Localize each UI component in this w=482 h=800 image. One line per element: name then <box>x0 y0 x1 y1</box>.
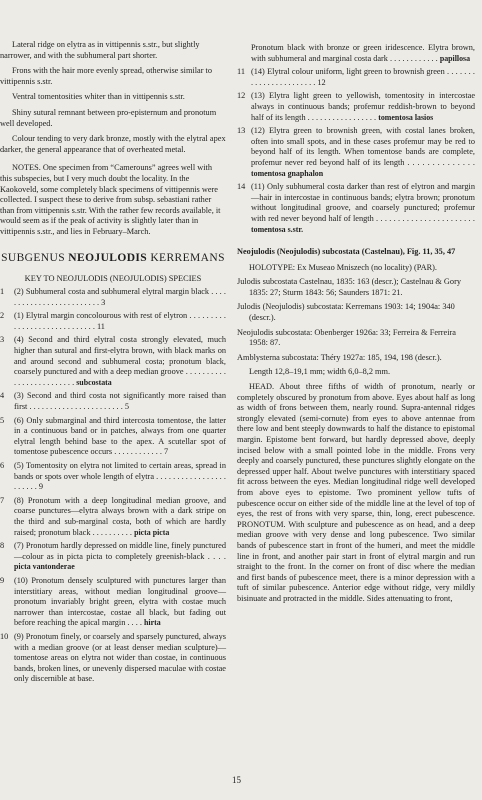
couplet-text <box>14 541 226 573</box>
couplet-number: 4 <box>0 391 5 401</box>
couplet-body: (7) Pronotum hardly depressed on middle line, finely punctured—colour as in picta picta to completely greenish-black . . . . <box>14 541 226 561</box>
reference: Neojulodis subcostata: Obenberger 1926a: 33; Ferreira & Ferreira 1958: 87. <box>237 327 456 348</box>
couplet-text <box>251 43 475 64</box>
couplet-text <box>14 496 226 538</box>
couplet-body: (8) Pronotum with a deep longitudinal median groove, and coarse punctures—elytra always brown with a dark stripe on the third and sub-marginal costa, both of which are hardly raised; pronotum black . . . . . . . . . . <box>14 495 226 537</box>
key-couplet <box>0 461 226 493</box>
key-couplet <box>0 496 226 538</box>
key-couplet <box>0 541 226 573</box>
taxon-name: hirta <box>144 618 161 628</box>
subgenus-name: NEOJULODIS <box>68 251 148 264</box>
taxon-name: tomentosa lasios <box>378 112 434 122</box>
couplet-body: (5) Tomentosity on elytra not limited to certain areas, spread in bands or spots over whole length of elytra . . . . . . . . . . . . . . . . . . . . . . . 9 <box>14 461 226 492</box>
couplet-text <box>14 311 226 332</box>
couplet-text <box>251 126 475 179</box>
key-couplet <box>237 67 475 88</box>
right-column <box>237 0 475 605</box>
couplet-body: (10) Pronotum densely sculptured with punctures larger than interstitiary areas, without median longitudinal groove—pronotum invariably bright green, elytra with costae much narrower than intercostae, costae all black, but fading out before reaching the apical margin . . . . <box>14 575 226 628</box>
couplet-number: 5 <box>0 415 5 425</box>
taxon-name: picta vantonderae <box>14 562 75 572</box>
couplet-text <box>14 576 226 629</box>
reference: Amblysterna subcostata: Théry 1927a: 185, 194, 198 (descr.). <box>237 352 442 362</box>
left-column <box>0 0 226 685</box>
couplet-text <box>14 416 226 458</box>
couplet-number: 14 <box>237 182 246 192</box>
couplet-body: (4) Second and third elytral costa strongly elevated, much higher than sutural and first-elytra brown, with black marks on and around second and subhumeral costa; pronotum black, coarsely punctured and with a deep median groove . . . . . . . . . . . . . . . . . . . . . . . . . <box>14 335 226 387</box>
notes-paragraph: NOTES. One specimen from “Camerouns” agrees well with this subspecies, but I very much doubt the locality. In the Kaokoveld, some completely black specimens of vittipennis were collected. I suspect these to derive from subsp. sebastiani rather than from vittipennis s.str. With the rather few records available, it would seem as if the peak of activity is slightly later than in vittipennis s.str., and lies in February–March. <box>0 163 221 236</box>
couplet-number: 10 <box>0 631 9 641</box>
key-couplet <box>0 632 226 685</box>
key-couplets <box>0 287 226 685</box>
key-title: KEY TO NEOJULODIS (NEOJULODIS) SPECIES <box>24 273 202 283</box>
key-couplet <box>0 287 226 308</box>
key-couplet <box>237 43 475 64</box>
couplet-text <box>14 335 226 388</box>
couplet-body: (6) Only submarginal and third intercosta tomentose, the latter in a continuous band or in patches, always from one quarter elytral length behind base to the apex. A scutellar spot of tomentose pubescence occurs . . . . . . . . . . . . 7 <box>14 415 226 457</box>
taxon-name: papillosa <box>439 53 471 63</box>
couplet-body: (13) Elytra light green to yellowish, tomentosity in intercostae always in continuous bands; profemur reddish-brown to beyond half of its length . . . . . . . . . . . . . . . . . <box>251 91 475 122</box>
couplet-body: (11) Only subhumeral costa darker than rest of elytron and margin—hair in intercostae in continuous bands; elytra brown; pronotum without longitudinal groove, and coarsely punctured; profemur with red never beyond half of length . . . . . . . . . . . . . . . . . . . . . . . <box>251 182 475 223</box>
couplet-body: (12) Elytra green to brownish green, with costal lanes broken, often into small spots, and in these cases profemur may be red to beyond half of its length. When tomentose bands are complete, profemur never red beyond half of its length . . . . . . . . . . . . . . <box>251 126 475 167</box>
reference: Julodis (Neojulodis) subcostata: Kerremans 1903: 14; 1904a: 340 (descr.). <box>237 302 455 323</box>
subgenus-heading <box>0 252 226 265</box>
couplet-number: 12 <box>237 91 246 101</box>
taxon-name: picta picta <box>134 527 170 537</box>
subgenus-prefix: SUBGENUS <box>1 251 69 264</box>
key-couplet <box>237 182 475 235</box>
couplet-number: 6 <box>0 461 5 470</box>
couplet-number: 2 <box>0 311 5 321</box>
couplet-body: (2) Subhumeral costa and subhumeral elytral margin black . . . . . . . . . . . . . . . . . . . . . . . . . 3 <box>14 287 226 307</box>
taxon-name: subcostata <box>76 377 112 387</box>
couplet-body: (9) Pronotum finely, or coarsely and sparsely punctured, always with a median groove (or at least denser median sculpture)—tomentose areas on elytra not wider than costae, in continuous bands, broken lines, or unevenly dispersed maculae with costae only discernible at base. <box>14 631 226 684</box>
couplet-number: 9 <box>0 575 5 585</box>
couplet-body: (1) Elytral margin concolourous with rest of elytron . . . . . . . . . . . . . . . . . . . . . . . . . . . . . 11 <box>14 311 226 331</box>
head-description: HEAD. About three fifths of width of pronotum, nearly or completely obscured by pronotum from above. Eyes about half as long as width of frons between them, nearly round. Supra-antennal ridges strongly elevated (semi-cornute) from eyes to above antennae from there low and bent steeply downwards to half the distance to epistomal margin. Epistome bent forward, but hardly depressed above, deeply incised below with a small pointed lobe in the middle. Frons very deeply and coarsely punctured, these punctures slightly elongate on the depressed upper half. About twelve punctures with interstitiary spaced fit across between the eyes. Median longitudinal ridge well developed from above eyes to epistome. Two prominent yellow tufts of pubescence occur on either side of the middle line at the level of top of eyes, the rest of frons with very sparse, thin, long, erect pubescence. PRONOTUM. With sculpture and pubescence as on head, and a deep median groove with very dense and long pubescence. Two similar bands of pubescence start in front of the humeri, and meet the middle line in front, and another pair start in front of elytral margin and run straight to the front. In the corner on front of disc where the median and first bands of pubescence meet, there is a minor depression with a tuft of similar pubescence. Anterior edge without ridge, very mildly bisinuate and protracted in the middle. Sides attenuating to front, <box>237 382 475 603</box>
taxon-name: tomentosa gnaphalon <box>251 168 324 178</box>
key-couplet <box>237 91 475 123</box>
couplet-number: 8 <box>0 541 5 551</box>
couplet-text <box>14 461 226 493</box>
description-paragraphs <box>0 0 226 155</box>
species-title: Neojulodis (Neojulodis) subcostata (Castelnau), Fig. 11, 35, 47 <box>237 247 456 257</box>
key-couplet <box>0 416 226 458</box>
couplet-text <box>14 391 226 412</box>
couplet-body: Pronotum black with bronze or green iridescence. Elytra brown, with subhumeral and marginal costa dark . . . . . . . . . . . . <box>251 43 475 63</box>
couplet-text <box>251 91 475 123</box>
synonymy-references <box>237 277 475 363</box>
paragraph: Frons with the hair more evenly spread, otherwise similar to vittipennis s.str. <box>0 66 213 86</box>
couplet-text <box>14 287 226 308</box>
key-couplet <box>237 126 475 179</box>
couplet-number: 13 <box>237 126 246 136</box>
key-couplet <box>0 335 226 388</box>
couplet-text <box>251 182 475 235</box>
paragraph: Shiny sutural remnant between pro-episternum and pronotum well developed. <box>0 107 217 128</box>
couplet-number: 7 <box>0 495 5 505</box>
key-couplet <box>0 576 226 629</box>
couplet-body: (3) Second and third costa not significantly more raised than first . . . . . . . . . . . . . . . . . . . . . . . 5 <box>14 391 226 412</box>
couplet-number: 1 <box>0 287 5 297</box>
page-number: 15 <box>232 775 241 785</box>
couplet-number <box>237 43 251 64</box>
key-couplets-continued <box>237 0 475 235</box>
couplet-body: (14) Elytral colour uniform, light green to brownish green . . . . . . . . . . . . . . . . . . . . . . . 12 <box>251 67 475 87</box>
taxon-name: tomentosa s.str. <box>251 224 304 234</box>
couplet-number: 3 <box>0 335 5 345</box>
length-measurement: Length 12,8–19,1 mm; width 6,0–8,2 mm. <box>249 367 391 377</box>
key-couplet <box>0 391 226 412</box>
paragraph: Ventral tomentosities whiter than in vittipennis s.str. <box>12 92 185 102</box>
paragraph: Colour tending to very dark bronze, mostly with the elytral apex darker, the general appearance that of overheated metal. <box>0 134 226 154</box>
subgenus-author: KERREMANS <box>147 251 225 264</box>
couplet-text <box>14 632 226 685</box>
key-couplet <box>0 311 226 332</box>
holotype: HOLOTYPE: Ex Museao Mniszech (no locality) (PAR). <box>249 262 437 272</box>
couplet-number: 11 <box>237 67 245 77</box>
reference: Julodis subcostata Castelnau, 1835: 163 (descr.); Castelnau & Gory 1835: 27; Sturm 1843: 56; Saunders 1871: 21. <box>237 277 461 297</box>
couplet-text <box>251 67 475 88</box>
paragraph: Lateral ridge on elytra as in vittipennis s.str., but slightly narrower, and with the subhumeral part shorter. <box>0 40 200 60</box>
